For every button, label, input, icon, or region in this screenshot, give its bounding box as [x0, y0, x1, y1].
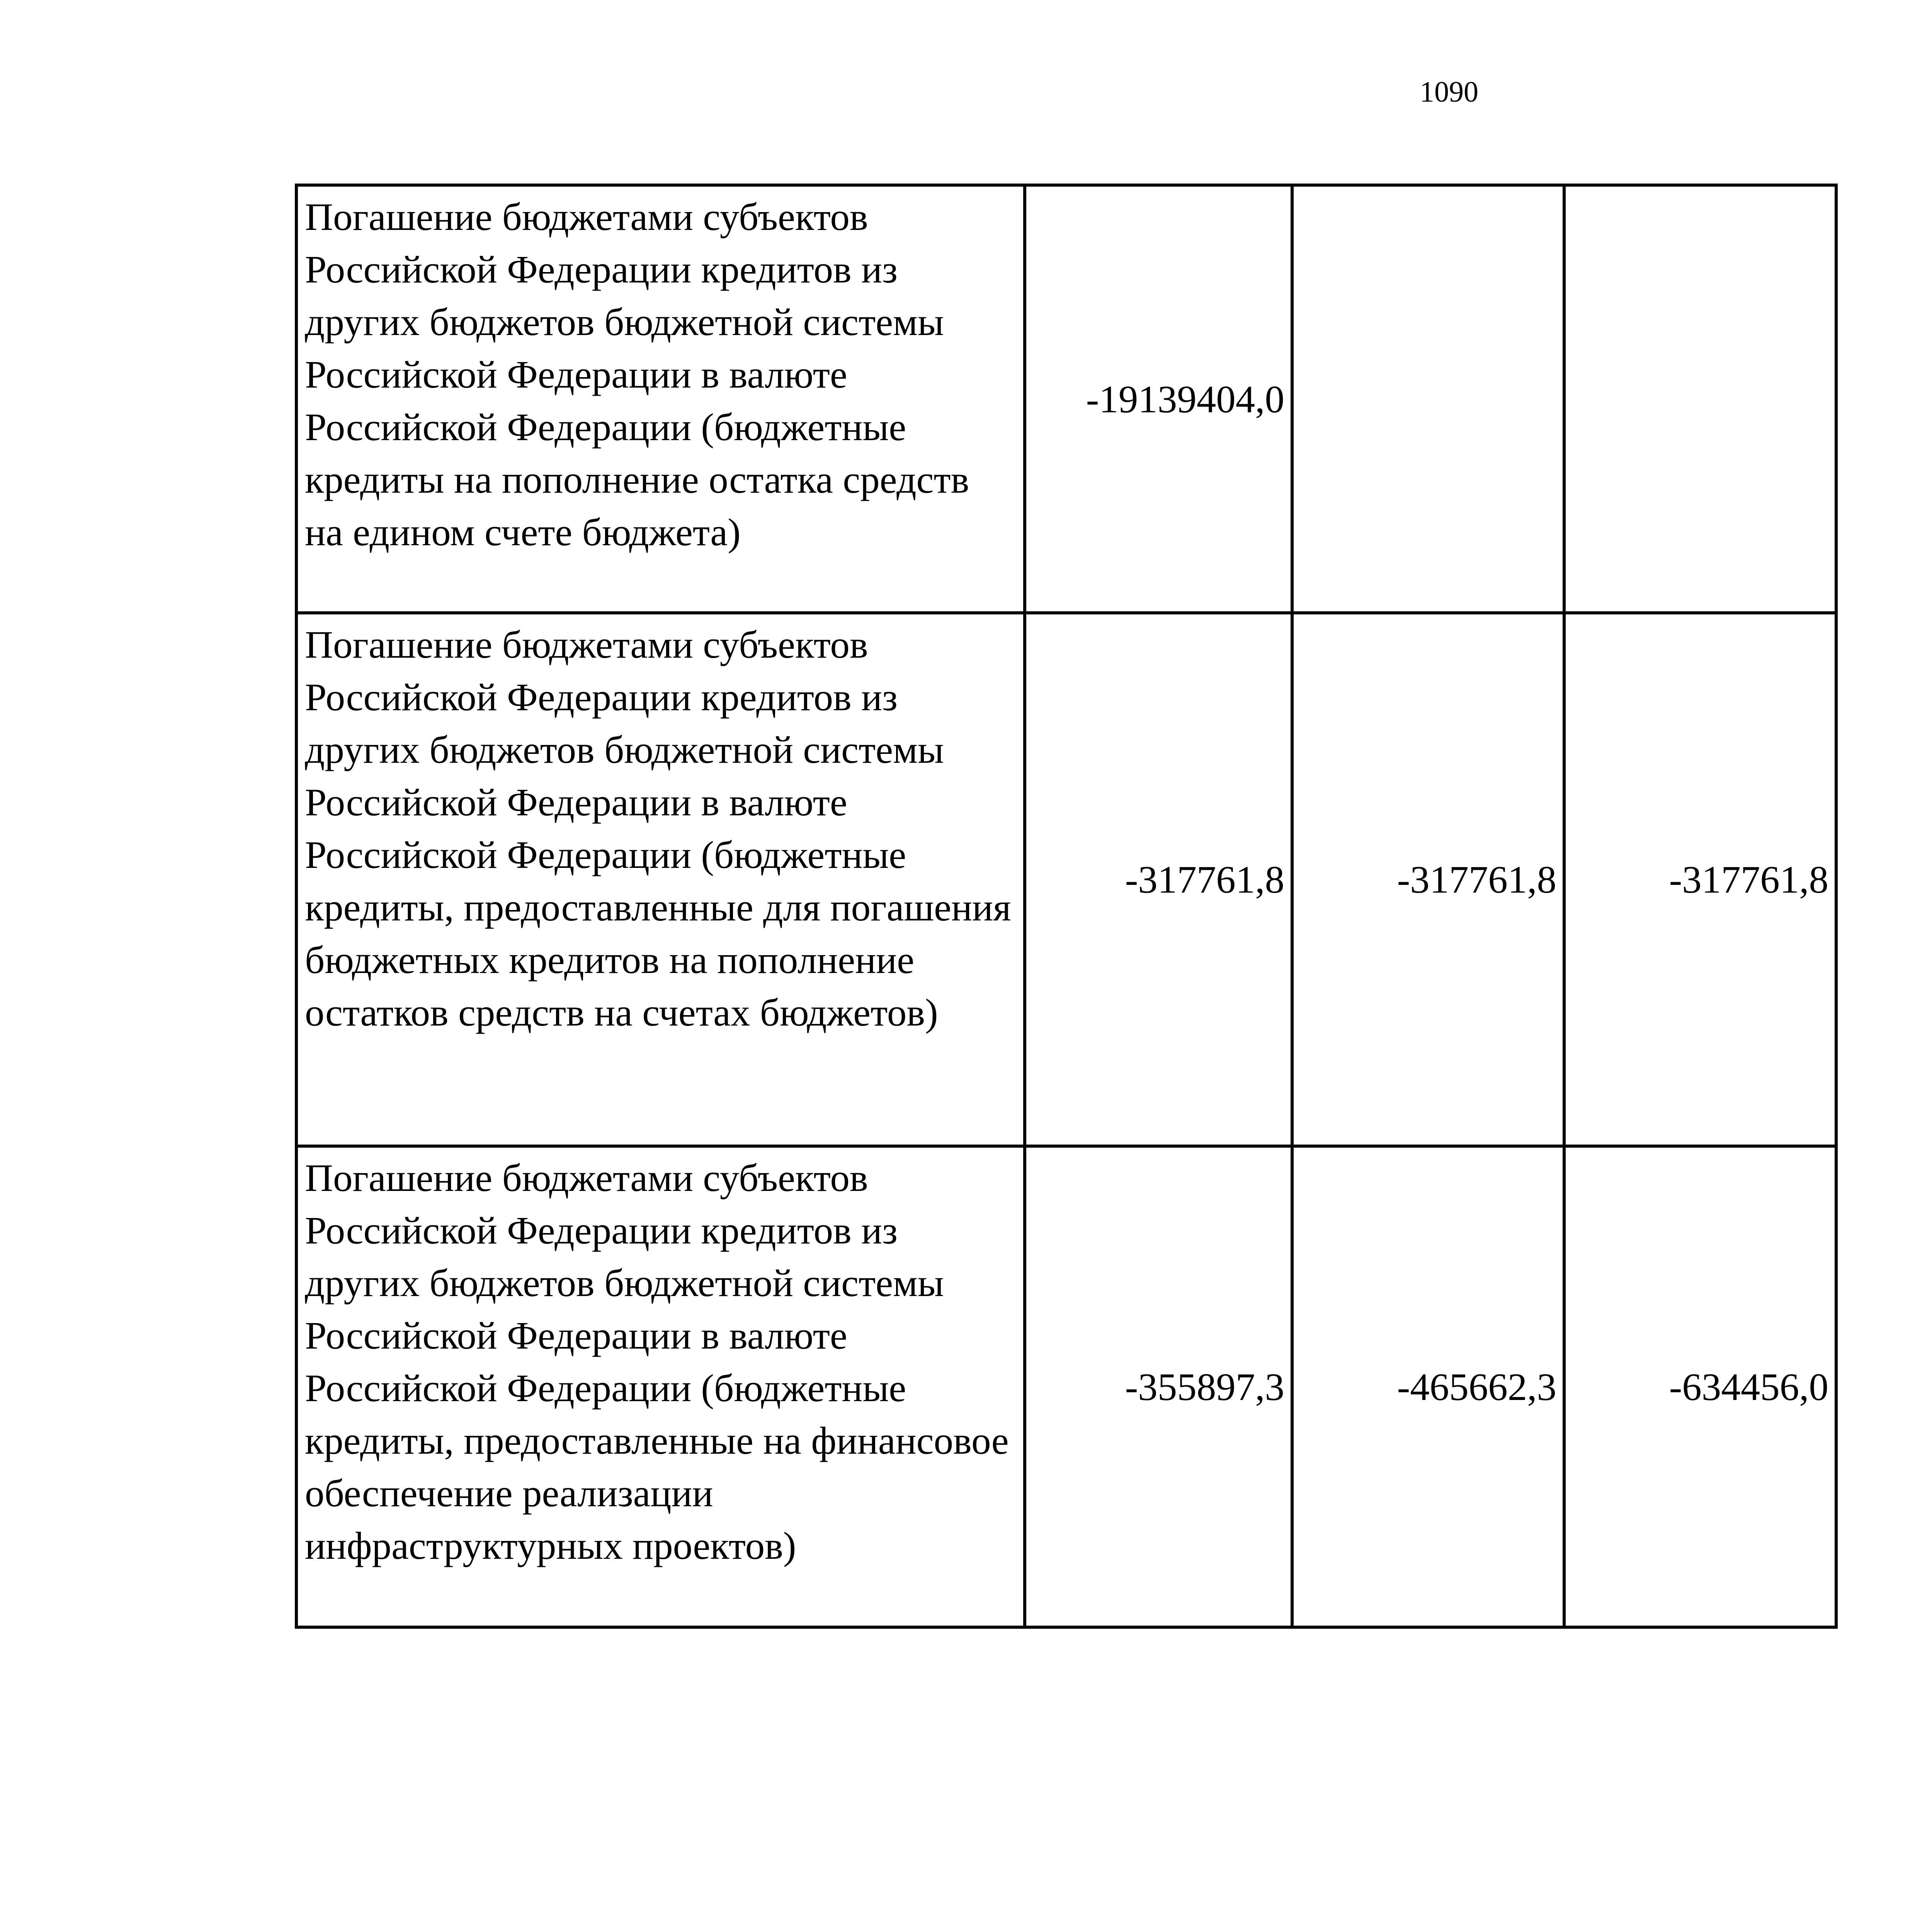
row-value-year-3: -317761,8 — [1564, 613, 1836, 1146]
table-row — [296, 613, 1836, 1146]
row-description: Погашение бюджетами субъектов Российской Федерации кредитов из других бюджетов бюджетной системы Российской Федерации в валюте Российской Федерации (бюджетные кредиты на пополнение остатка средств на едином счете бюджета) — [296, 185, 1025, 613]
row-description: Погашение бюджетами субъектов Российской Федерации кредитов из других бюджетов бюджетной системы Российской Федерации в валюте Российской Федерации (бюджетные кредиты, предоставленные для погашения бюджетных кредитов на пополнение остатков средств на счетах бюджетов) — [296, 613, 1025, 1146]
row-value-year-1: -19139404,0 — [1025, 185, 1292, 613]
table-row — [296, 185, 1836, 613]
row-value-year-2 — [1292, 185, 1564, 613]
row-description: Погашение бюджетами субъектов Российской Федерации кредитов из других бюджетов бюджетной системы Российской Федерации в валюте Российской Федерации (бюджетные кредиты, предоставленные на финансовое обеспечение реализации инфраструктурных проектов) — [296, 1146, 1025, 1627]
row-value-year-2: -317761,8 — [1292, 613, 1564, 1146]
row-value-year-1: -317761,8 — [1025, 613, 1292, 1146]
row-value-year-1: -355897,3 — [1025, 1146, 1292, 1627]
row-value-year-3 — [1564, 185, 1836, 613]
table-row — [296, 1146, 1836, 1627]
page-number: 1090 — [1420, 76, 1478, 108]
row-value-year-3: -634456,0 — [1564, 1146, 1836, 1627]
row-value-year-2: -465662,3 — [1292, 1146, 1564, 1627]
budget-table — [295, 184, 1838, 1629]
